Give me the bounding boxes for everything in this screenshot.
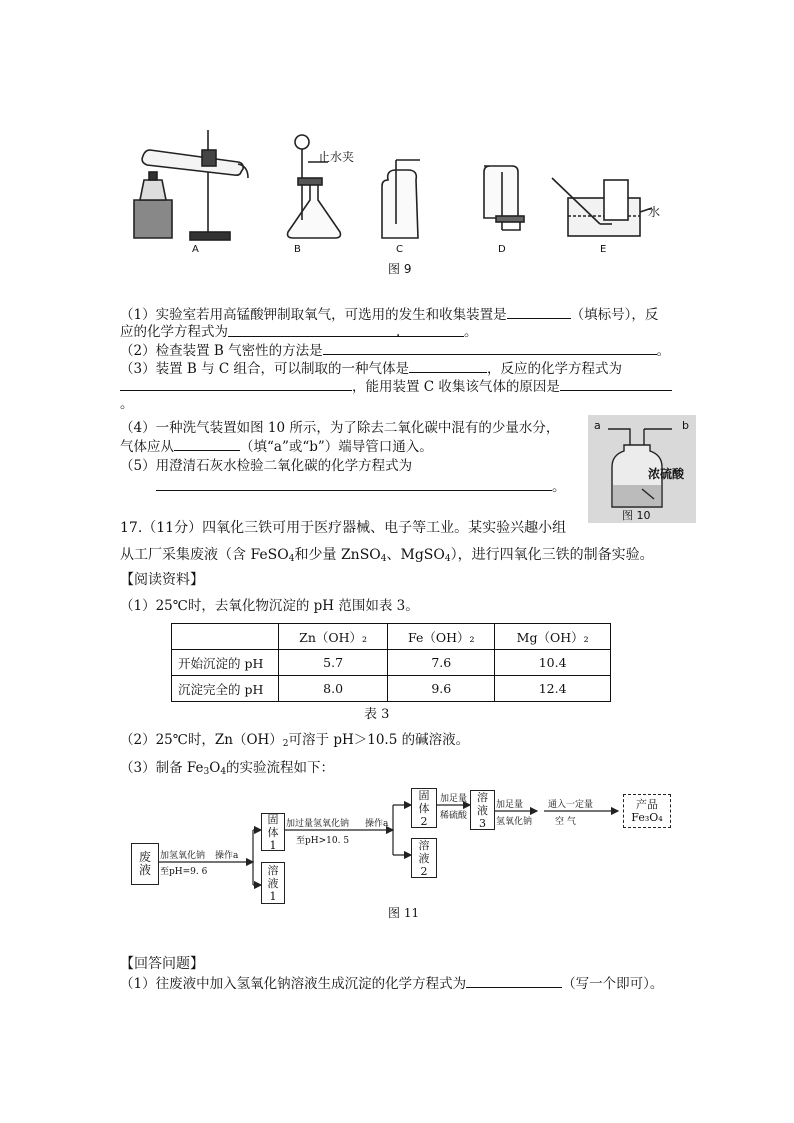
fig9-label-e: E [600,244,607,255]
fig11-caption: 图 11 [388,906,420,920]
fig11-waste-box: 废 液 [131,843,159,885]
q17-intro-line2: 从工厂采集废液（含 FeSO$_4$和少量 ZnSO$_4$、MgSO$_4$），进行四氧化三铁的制备实验。 [120,547,654,564]
fig11-solution2-box: 溶 液 2 [411,838,437,878]
fig11-solution3-box: 溶 液 3 [470,790,495,830]
table-header-zn: Zn（OH）₂ [279,624,388,650]
q17-intro-line1: 17.（11分）四氧化三铁可用于医疗器械、电子等工业。某实验兴趣小组 [120,520,567,536]
fig9-clamp-label: 止水夹 [318,150,355,164]
q17-answer-head: 【回答问题】 [120,956,204,972]
fig11-air-bot: 空 气 [555,817,576,827]
fig11-op-a1: 操作a [215,851,239,861]
table-row-label: 沉淀完全的 pH [172,676,279,702]
q16-part5-line1: （5）用澄清石灰水检验二氧化碳的化学方程式为 [120,458,413,474]
q17-answer-1: （1）往废液中加入氢氧化钠溶液生成沉淀的化学方程式为 （写一个即可）。 [120,976,664,992]
fig10-acid-label: 浓硫酸 [648,467,685,481]
fig9-label-d: D [498,244,506,255]
fig11-op-a2: 操作a [365,819,389,829]
q16-part2-line: （2）检查装置 B 气密性的方法是 。 [120,343,671,359]
table-row-label: 开始沉淀的 pH [172,650,279,676]
table-header-fe: Fe（OH）₂ [388,624,495,650]
q17-reading-2: （2）25℃时，$Zn(OH)_2$可溶于 pH＞10.5 的碱溶液。 [120,732,470,749]
fig9-caption: 图 9 [388,262,412,276]
fig11-solid1-box: 固 体 1 [261,813,285,851]
fig9-label-c: C [396,244,403,255]
q16-part3-line3: 。 [120,396,134,412]
q17-reading-1: （1）25℃时，去氧化物沉淀的 pH 范围如表 3。 [120,598,419,614]
q16-part3-line2: ，能用装置 C 收集该气体的原因是 [120,377,672,396]
q16-part1-line2: 应的化学方程式为 . 。 [120,324,478,340]
q16-part4-line2: 气体应从 （填“a”或“b”）端导管口通入。 [120,439,433,455]
fig11-h2so4-top: 加足量 [440,794,468,804]
fig11-naoh1-bot: 至pH=9. 6 [160,867,208,877]
fig11-h2so4-bot: 稀硫酸 [440,811,468,821]
q16-part1-line1: （1）实验室若用高锰酸钾制取氧气，可选用的发生和收集装置是 （填标号），反 [120,307,659,323]
table-cell: 8.0 [279,676,388,702]
table-cell: 5.7 [279,650,388,676]
fig9-water-label: 水 [648,205,661,219]
q17-reading-3: （3）制备 $Fe_3O_4$的实验流程如下： [120,760,335,777]
fig11-naoh1-top: 加氢氧化钠 [160,851,206,861]
q16-answer-equation[interactable]: . [228,323,464,337]
table-header-mg: Mg（OH）₂ [495,624,611,650]
table-cell: 9.6 [388,676,495,702]
q16-part4-line1: （4）一种洗气装置如图 10 所示，为了除去二氧化碳中混有的少量水分， [120,420,560,436]
table-cell: 7.6 [388,650,495,676]
fig11-solid2-box: 固 体 2 [411,788,437,828]
q17-reading-head: 【阅读资料】 [120,572,204,588]
fig11-naoh3-top: 加足量 [496,800,524,810]
q16-part3-line1: （3）装置 B 与 C 组合，可以制取的一种气体是 ，反应的化学方程式为 [120,361,623,377]
table-cell: 12.4 [495,676,611,702]
table-3-caption: 表 3 [364,707,390,722]
fig11-naoh2-bot: 至pH>10. 5 [296,836,350,846]
fig9-label-a: A [192,244,199,255]
fig11-product-box: 产品 Fe₃O₄ [623,794,671,828]
fig10-label-b: b [682,419,689,432]
fig11-naoh3-bot: 氢氧化钠 [496,817,533,827]
fig11-naoh2-top: 加过量氢氧化钠 [286,819,350,829]
table-cell: 10.4 [495,650,611,676]
fig11-solution1-box: 溶 液 1 [261,862,285,904]
fig10-caption: 图 10 [622,509,651,522]
fig11-air-top: 通入一定量 [548,800,594,810]
fig10-label-a: a [594,419,601,432]
q16-part5-line2: 。 [120,477,566,496]
fig9-label-b: B [294,244,301,255]
q17-answer-naoh-equation[interactable] [466,974,562,988]
